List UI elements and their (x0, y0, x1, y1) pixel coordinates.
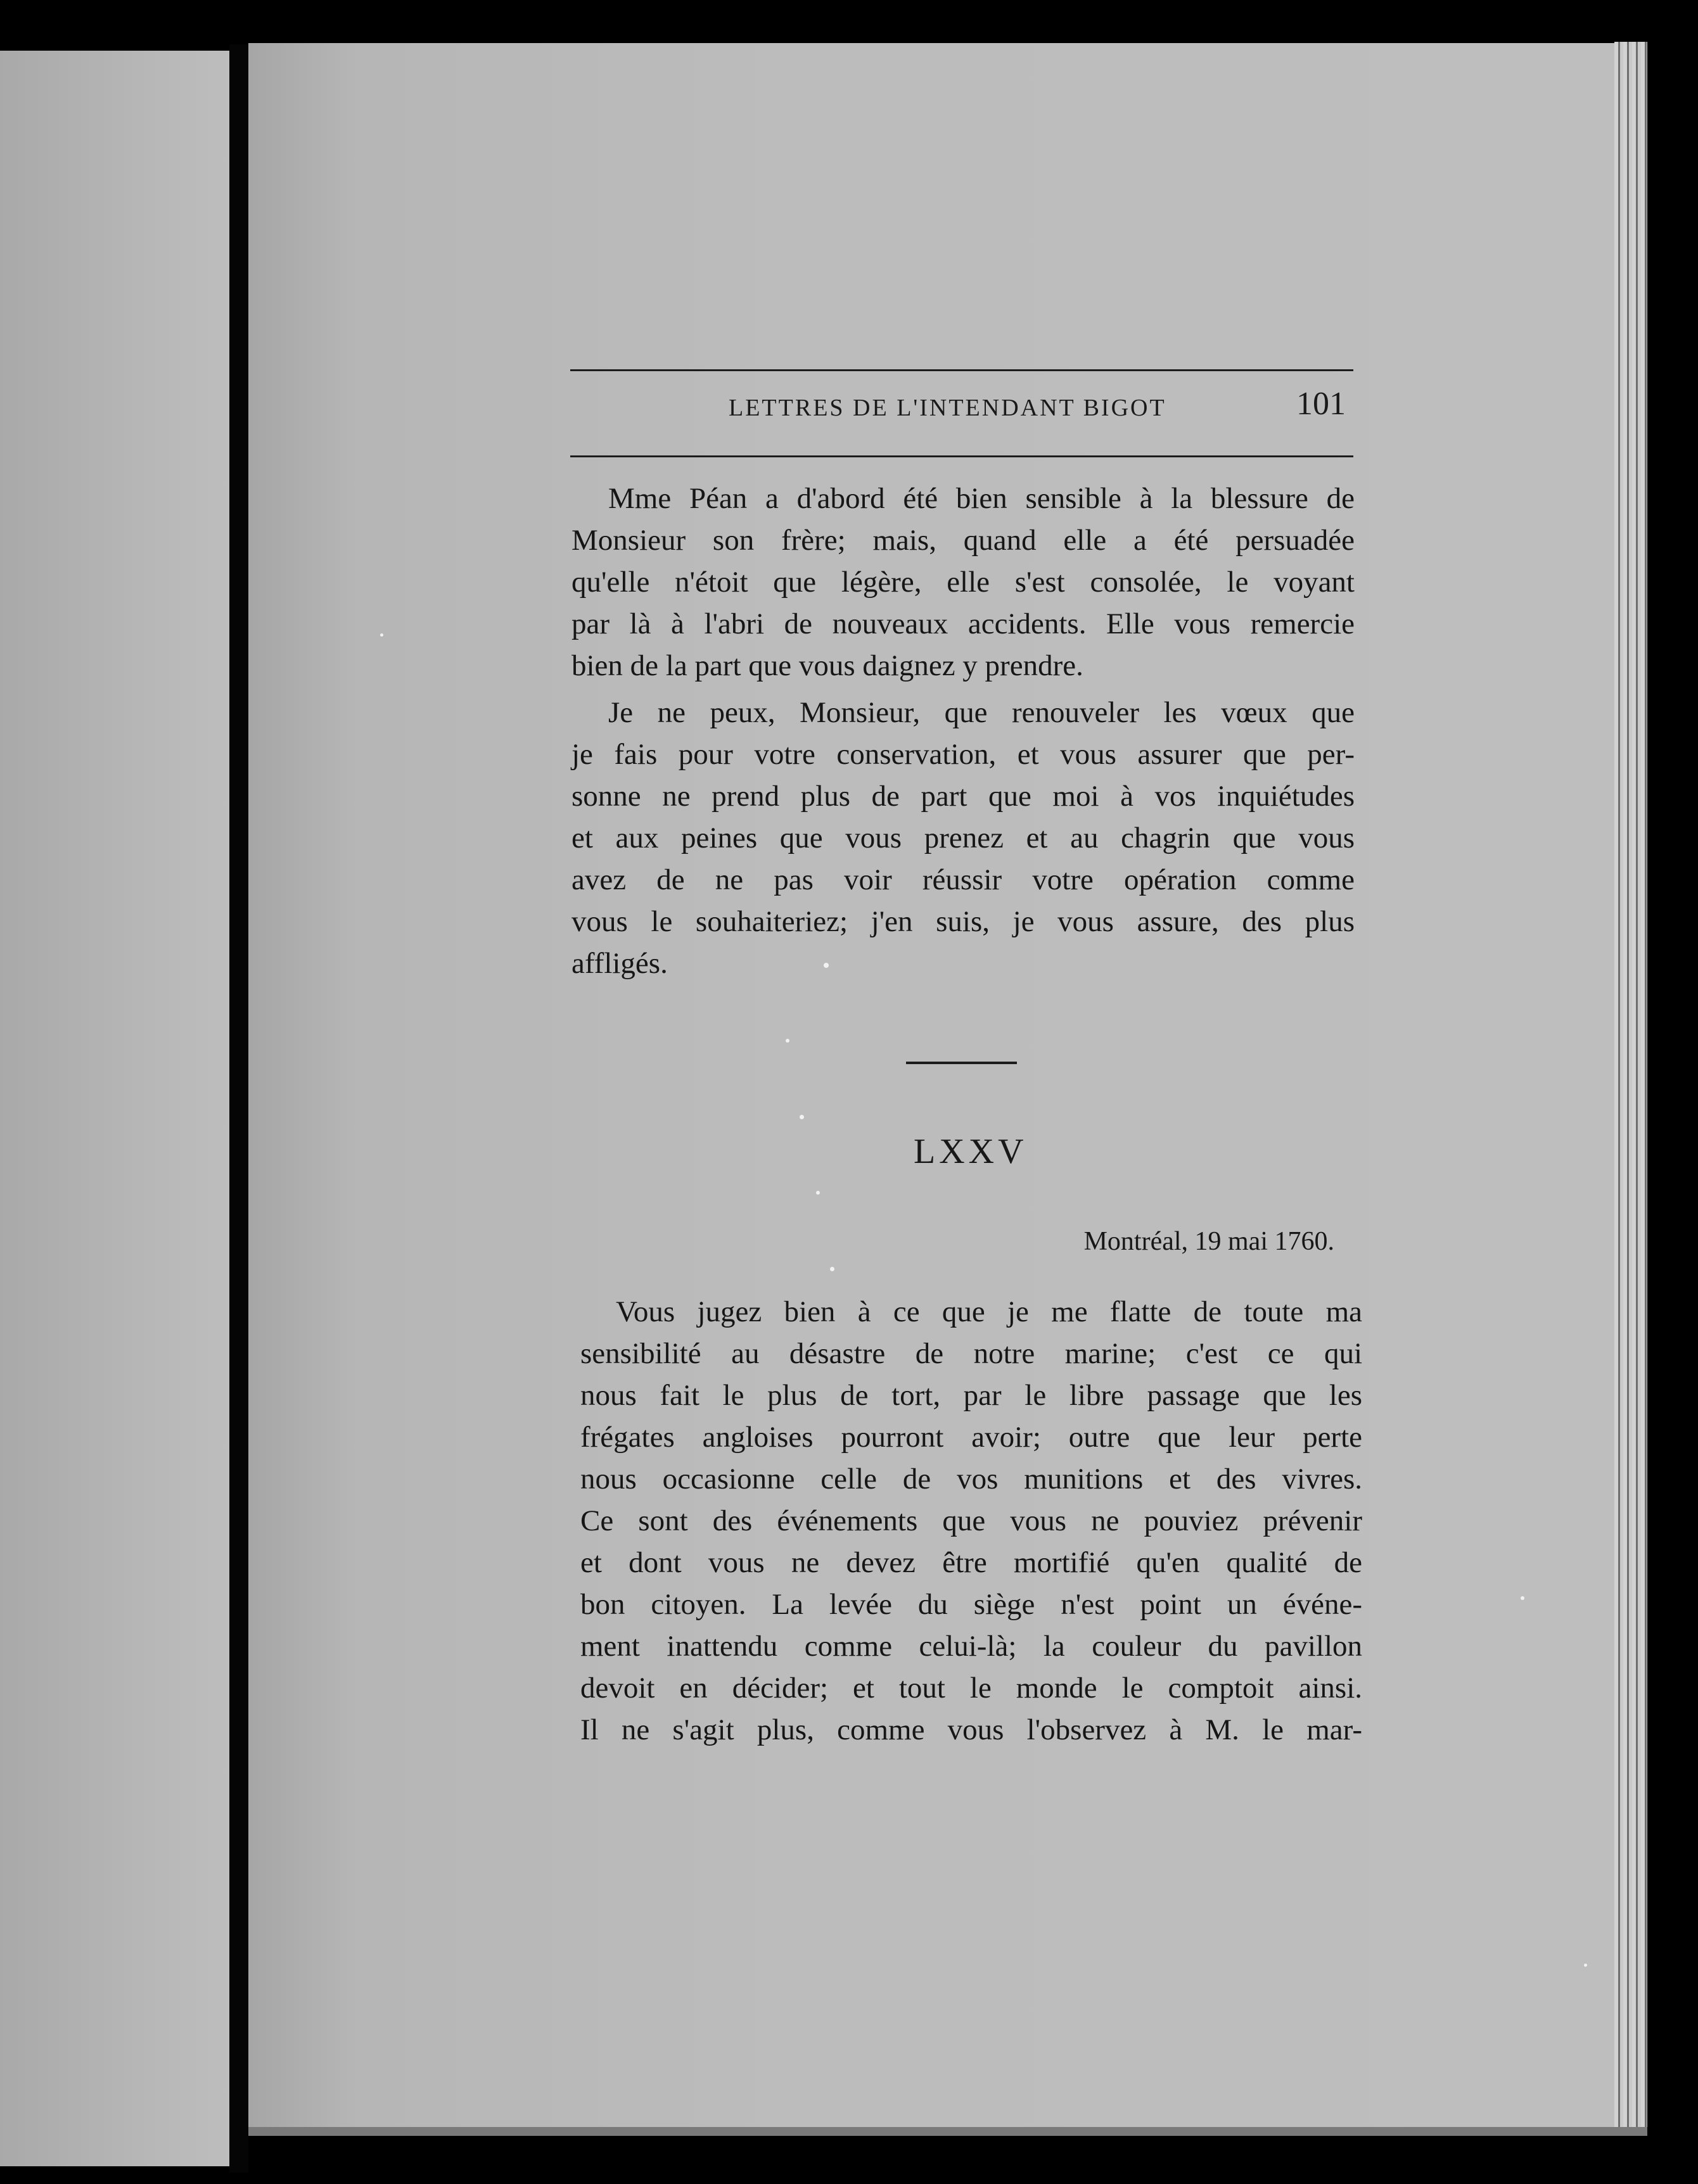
page-bottom-edge (248, 2127, 1647, 2136)
binding-gutter (229, 44, 248, 2173)
text-line: ment inattendu comme celui-là; la couleur du pavillon (580, 1630, 1362, 1663)
text-line: bon citoyen. La levée du siège n'est point un événe- (580, 1588, 1362, 1621)
header-rule-top (570, 369, 1353, 371)
text-line: nous fait le plus de tort, par le libre passage que les (580, 1379, 1362, 1412)
text-line: Je ne peux, Monsieur, que renouveler les vœux que (608, 696, 1355, 729)
text-line: devoit en décider; et tout le monde le comptoit ainsi. (580, 1672, 1362, 1705)
text-line: Mme Péan a d'abord été bien sensible à la blessure de (608, 482, 1355, 515)
text-line: par là à l'abri de nouveaux accidents. Elle vous remercie (571, 607, 1355, 640)
text-line: Vous jugez bien à ce que je me flatte de toute ma (616, 1295, 1362, 1328)
text-line: et dont vous ne devez être mortifié qu'en qualité de (580, 1546, 1362, 1579)
text-line: frégates angloises pourront avoir; outre que leur perte (580, 1421, 1362, 1454)
text-line: je fais pour votre conservation, et vous assurer que per- (571, 738, 1355, 771)
letter-number-heading: LXXV (914, 1132, 1028, 1171)
text-line: qu'elle n'étoit que légère, elle s'est consolée, le voyant (571, 566, 1355, 599)
text-line: Monsieur son frère; mais, quand elle a été persuadée (571, 524, 1355, 557)
letter-body (580, 1291, 1362, 1751)
text-line: affligés. (571, 947, 668, 980)
text-line: sonne ne prend plus de part que moi à vos inquiétudes (571, 780, 1355, 813)
page-stack-edges (1614, 42, 1647, 2130)
scan-speck (816, 1191, 820, 1195)
book-page (248, 43, 1622, 2128)
text-line: bien de la part que vous daignez y prendre. (571, 649, 1083, 682)
text-line: Ce sont des événements que vous ne pouviez prévenir (580, 1504, 1362, 1537)
text-line: Il ne s'agit plus, comme vous l'observez à M. le mar- (580, 1713, 1362, 1746)
section-divider (906, 1062, 1017, 1064)
running-head-title: LETTRES DE L'INTENDANT BIGOT (729, 395, 1166, 421)
text-line: et aux peines que vous prenez et au chagrin que vous (571, 822, 1355, 854)
scan-speck (786, 1039, 789, 1043)
header-rule-bottom (570, 455, 1353, 457)
page-number: 101 (1296, 386, 1346, 422)
letter-dateline: Montréal, 19 mai 1760. (1083, 1227, 1334, 1256)
text-line: avez de ne pas voir réussir votre opération comme (571, 863, 1355, 896)
scan-speck (1521, 1596, 1524, 1600)
text-line: nous occasionne celle de vos munitions et des vivres. (580, 1463, 1362, 1495)
scan-speck (800, 1115, 804, 1119)
scan-speck (830, 1267, 834, 1271)
text-line: sensibilité au désastre de notre marine; c'est ce qui (580, 1337, 1362, 1370)
paragraph-continued-1 (571, 478, 1355, 687)
text-line: vous le souhaiteriez; j'en suis, je vous assure, des plus (571, 905, 1355, 938)
scan-speck (380, 633, 383, 637)
scan-speck (824, 963, 829, 968)
paragraph-continued-2 (571, 692, 1355, 984)
previous-page-edge (0, 51, 229, 2166)
scan-speck (1584, 1964, 1587, 1967)
